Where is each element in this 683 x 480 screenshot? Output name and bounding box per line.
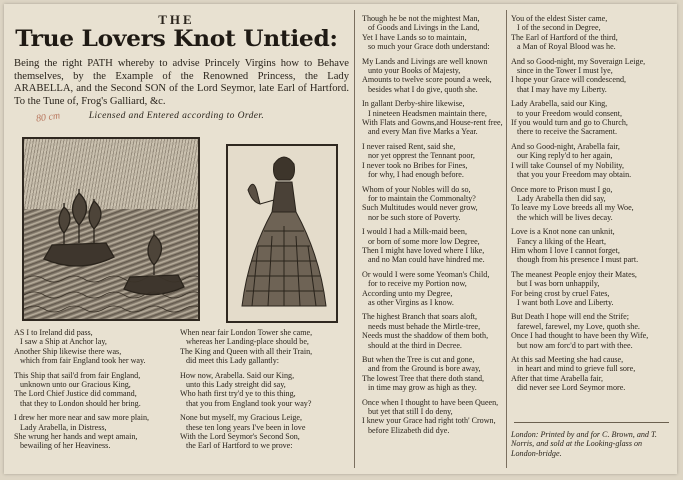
verse-line: But Death I hope will end the Strife; — [511, 312, 630, 322]
verse-line: Another Ship likewise there was, — [14, 346, 122, 356]
verse-line: unknown unto our Gracious King, — [20, 380, 131, 390]
verse-stanza — [362, 57, 502, 95]
verse-line: I knew your Grace had right toth' Crown, — [362, 416, 496, 426]
lady-figure-drawing — [228, 146, 336, 321]
verse-line: The highest Branch that soars aloft, — [362, 312, 478, 322]
verse-line: and no Man could have hindred me. — [368, 255, 485, 265]
verse-stanza — [511, 57, 671, 95]
verse-line: You of the eldest Sister came, — [511, 14, 608, 23]
verse-line: And so Good-night, my Soveraign Leige, — [511, 56, 646, 66]
verse-stanza — [362, 270, 502, 308]
verse-line: None but myself, my Gracious Leige, — [180, 413, 303, 423]
verse-line: Then I might have loved where I like, — [362, 245, 485, 255]
verse-stanza — [180, 328, 346, 366]
verse-line: The Lord Chief Justice did command, — [14, 389, 137, 399]
verse-line: For being crost by cruel Fates, — [511, 288, 610, 298]
verse-line: or born of some more low Degree, — [368, 236, 480, 246]
verse-line: whereas her Landing-place should be, — [186, 337, 309, 347]
verse-line: but I was born unhappily, — [517, 279, 600, 289]
verse-line: since in the Tower I must lye, — [517, 66, 613, 76]
verse-line: besides what I do give, quoth she. — [368, 84, 478, 94]
verse-line: If you would turn and go to Church, — [511, 118, 628, 128]
verse-line: bewailing of her Heaviness. — [20, 441, 111, 451]
verse-line: According unto my Degree, — [362, 288, 453, 298]
verse-stanza — [511, 227, 671, 265]
verse-line: that you your Freedom may obtain. — [517, 170, 632, 180]
verse-line: did never see Lord Seymor more. — [517, 383, 626, 393]
verse-line: My Lands and Livings are well known — [362, 56, 488, 66]
verse-line: in time may grow as high as they. — [368, 383, 477, 393]
verse-line: the Earl of Hartford to we prove: — [186, 441, 293, 451]
verse-stanza — [362, 312, 502, 350]
verse-line: After that time Arabella fair, — [511, 373, 604, 383]
verse-stanza — [180, 371, 346, 409]
verse-line: Whom of your Nobles will do so, — [362, 184, 471, 194]
verse-stanza — [362, 185, 502, 223]
verse-line: there to receive the Sacrament. — [517, 127, 617, 137]
imprint-rule — [514, 422, 669, 423]
verse-line: To leave my Love breeds all my Woe, — [511, 203, 634, 213]
ship-drawing — [24, 139, 198, 319]
verse-line: With the Lord Seymor's Second Son, — [180, 432, 300, 442]
ballad-title: True Lovers Knot Untied: — [15, 26, 338, 52]
verse-stanza — [511, 270, 671, 308]
verse-line: When near fair London Tower she came, — [180, 328, 313, 337]
verse-line: I would I had a Milk-maid been, — [362, 227, 467, 237]
verse-line: did meet this Lady gallantly: — [186, 356, 280, 366]
verse-stanza — [362, 14, 502, 52]
verse-line: for to maintain the Commonalty? — [368, 193, 476, 203]
title-article: THE — [158, 12, 195, 27]
verse-stanza — [362, 227, 502, 265]
verse-line: I hope your Grace will condescend, — [511, 75, 627, 85]
verse-line: should at the third in Decree. — [368, 340, 462, 350]
verse-line: At this sad Meeting she had cause, — [511, 355, 624, 364]
verse-line: to your Freedom would consent, — [517, 108, 622, 118]
verse-line: How now, Arabella. Said our King, — [180, 370, 295, 380]
verse-line: the which will be lives decay. — [517, 212, 613, 222]
verse-line: Amounts to twelve score pound a week, — [362, 75, 492, 85]
verse-line: I will take Counsel of my Nobility, — [511, 160, 624, 170]
verse-stanza — [511, 142, 671, 180]
verse-line: unto your Books of Majesty, — [368, 66, 461, 76]
verse-line: farewel, farewel, my Love, quoth she. — [517, 321, 640, 331]
verse-line: a Man of Royal Blood was he. — [517, 42, 616, 52]
verse-line: for why, I had enough before. — [368, 170, 464, 180]
verse-line: But when the Tree is cut and gone, — [362, 355, 475, 364]
verse-line: Fancy a liking of the Heart, — [517, 236, 607, 246]
verse-line: that I may have my Liberty. — [517, 84, 607, 94]
verse-line: AS I to Ireland did pass, — [14, 328, 93, 337]
verse-line: in heart and mind to grieve full sore, — [517, 364, 636, 374]
verse-line: as other Virgins as I know. — [368, 297, 454, 307]
verse-line: I want both Love and Liberty. — [517, 297, 614, 307]
verse-line: Who hath first try'd ye to this thing, — [180, 389, 296, 399]
verse-line: though from his presence I must part. — [517, 255, 639, 265]
verse-line: I never raised Rent, said she, — [362, 141, 456, 151]
verse-line: Once I had thought to have been thy Wife, — [511, 331, 649, 341]
verse-line: Such Multitudes would never grow, — [362, 203, 478, 213]
verse-line: for to receive my Portion now, — [368, 279, 467, 289]
verse-line: Once when I thought to have been Queen, — [362, 397, 499, 407]
verse-line: which from fair England took her way. — [20, 356, 146, 366]
verse-line: Yet I have Lands so to maintain, — [362, 32, 467, 42]
verse-line: I saw a Ship at Anchor lay, — [20, 337, 107, 347]
verse-stanza — [362, 398, 502, 436]
verse-line: The lowest Tree that there doth stand, — [362, 373, 485, 383]
column-divider — [506, 10, 507, 468]
verse-line: I never took no Bribes for Fines, — [362, 160, 468, 170]
verse-line: The Earl of Hartford of the third, — [511, 32, 618, 42]
verse-line: Once more to Prison must I go, — [511, 184, 613, 194]
column-divider — [354, 10, 355, 468]
verse-line: needs must behade the Mirtle-tree, — [368, 321, 481, 331]
woodcut-lady-illustration — [226, 144, 338, 323]
ballad-subtitle: Being the right PATH whereby to advise Princely Virgins how to Behave themselves, by the Example of the Renowned Princess, the Lady ARABELLA, and the Second SON of the Lord Seymor, late Earl of Hartford. To the Tune of, Frog's Galliard, &c. — [14, 58, 349, 107]
verse-line: nor yet opprest the Tennant poor, — [368, 151, 475, 161]
verse-stanza — [511, 185, 671, 223]
license-line: Licensed and Entered according to Order. — [88, 111, 265, 121]
verse-stanza — [362, 355, 502, 393]
verse-stanza — [14, 328, 168, 366]
verse-line: but now am forc'd to part with thee. — [517, 340, 633, 350]
verse-line: Though he be not the mightest Man, — [362, 14, 480, 23]
verse-line: and every Man five Marks a Year. — [368, 127, 478, 137]
verse-line: Him whom I love I cannot forget, — [511, 245, 620, 255]
verse-line: Love is a Knot none can unknit, — [511, 227, 615, 237]
handwritten-note: 80 cm — [35, 110, 61, 125]
printer-imprint: London: Printed by and for C. Brown, and T. Norris, and sold at the Looking-glass on London-bridge. — [511, 430, 657, 458]
verse-line: unto this Lady streight did say, — [186, 380, 286, 390]
verse-column-4 — [511, 14, 671, 398]
verse-line: The meanest People enjoy their Mates, — [511, 269, 637, 279]
verse-line: that they to London should her bring. — [20, 398, 141, 408]
verse-line: With Flats and Gowns,and House-rent free, — [362, 118, 503, 128]
verse-line: I of the second in Degree, — [517, 23, 601, 33]
verse-stanza — [511, 355, 671, 393]
verse-line: so much your Grace doth understand: — [368, 42, 490, 52]
verse-stanza — [362, 99, 502, 137]
verse-line: these ten long years I've been in love — [186, 422, 306, 432]
verse-line: nor be such store of Poverty. — [368, 212, 461, 222]
verse-line: Lady Arabella, said our King, — [511, 99, 608, 109]
verse-column-1 — [14, 328, 168, 456]
verse-stanza — [511, 312, 671, 350]
verse-line: Needs must the shaddow of them both, — [362, 331, 489, 341]
verse-line: but yet that still I do deny, — [368, 407, 453, 417]
verse-line: This Ship that sail'd from fair England, — [14, 370, 141, 380]
verse-line: before Elizabeth did dye. — [368, 425, 450, 435]
verse-line: I drew her more near and saw more plain, — [14, 413, 150, 423]
verse-line: of Goods and Livings in the Land, — [368, 23, 480, 33]
verse-stanza — [180, 413, 346, 451]
verse-line: and from the Ground is bore away, — [368, 364, 481, 374]
verse-line: Or would I were some Yeoman's Child, — [362, 269, 490, 279]
woodcut-ships-illustration — [22, 137, 200, 321]
verse-stanza — [511, 14, 671, 52]
verse-column-2 — [180, 328, 346, 456]
verse-line: Lady Arabella, in Distress, — [20, 422, 107, 432]
verse-stanza — [14, 371, 168, 409]
verse-line: I nineteen Headsmen maintain there, — [368, 108, 487, 118]
verse-stanza — [362, 142, 502, 180]
verse-line: that you from England took your way? — [186, 398, 312, 408]
verse-line: And so Good-night, Arabella fair, — [511, 141, 620, 151]
verse-line: Lady Arabella then did say, — [517, 193, 606, 203]
verse-line: She wrung her hands and wept amain, — [14, 432, 138, 442]
verse-stanza — [511, 99, 671, 137]
broadside-sheet — [4, 4, 677, 474]
verse-line: In gallant Derby-shire likewise, — [362, 99, 465, 109]
verse-line: our King reply'd to her again, — [517, 151, 613, 161]
verse-line: The King and Queen with all their Train, — [180, 346, 313, 356]
verse-column-3 — [362, 14, 502, 440]
verse-stanza — [14, 413, 168, 451]
